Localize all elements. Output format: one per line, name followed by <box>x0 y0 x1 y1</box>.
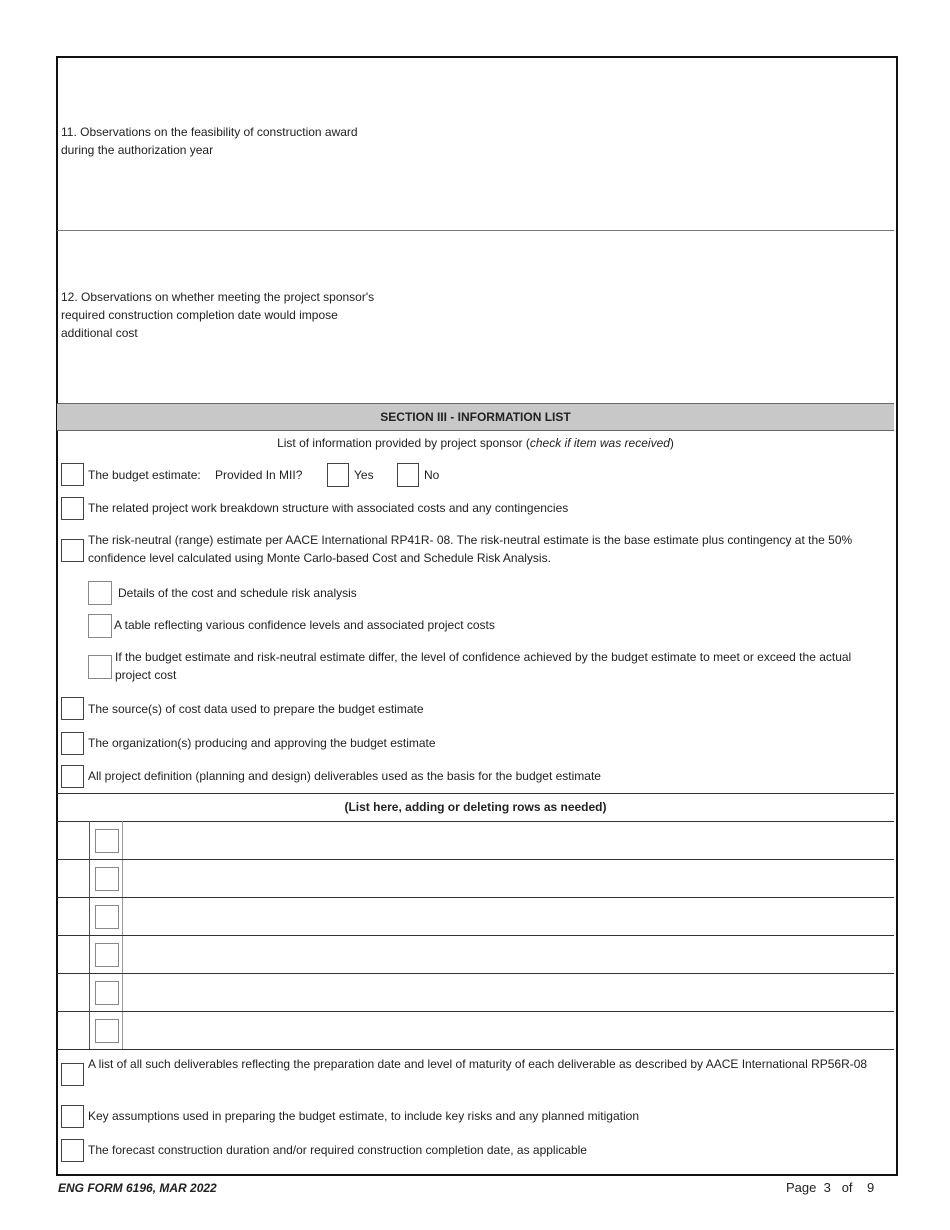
mii-no-label: No <box>424 468 440 482</box>
organizations-checkbox[interactable] <box>61 732 84 755</box>
mii-yes-label: Yes <box>354 468 374 482</box>
confidence-differ-checkbox[interactable] <box>88 655 112 679</box>
page-of: of <box>841 1180 853 1195</box>
list-row-entry[interactable] <box>123 1011 894 1049</box>
list-row-checkbox[interactable] <box>95 943 119 967</box>
page-indicator <box>786 1179 874 1197</box>
intro-text: List of information provided by project sponsor ( <box>277 436 530 450</box>
form-id: ENG FORM 6196, MAR 2022 <box>58 1181 217 1195</box>
budget-estimate-checkbox[interactable] <box>61 463 84 486</box>
organizations-label: The organization(s) producing and approving the budget estimate <box>88 736 436 750</box>
page-current: 3 <box>823 1180 831 1195</box>
divider <box>57 793 894 794</box>
divider <box>57 230 894 231</box>
list-row-entry[interactable] <box>123 935 894 973</box>
budget-estimate-label: The budget estimate: <box>88 468 201 482</box>
deliverables-checkbox[interactable] <box>61 765 84 788</box>
confidence-table-label: A table reflecting various confidence levels and associated project costs <box>114 618 495 632</box>
list-row-entry[interactable] <box>123 973 894 1011</box>
duration-checkbox[interactable] <box>61 1139 84 1162</box>
list-row-entry[interactable] <box>123 859 894 897</box>
deliverables-label: All project definition (planning and design) deliverables used as the basis for the budget estimate <box>88 769 601 783</box>
deliverables-list-checkbox[interactable] <box>61 1063 84 1086</box>
wbs-label: The related project work breakdown structure with associated costs and any contingencies <box>88 501 569 515</box>
intro-italic: check if item was received <box>529 436 670 450</box>
risk-neutral-checkbox[interactable] <box>61 539 84 562</box>
list-row-checkbox[interactable] <box>95 905 119 929</box>
mii-no-checkbox[interactable] <box>397 463 419 487</box>
list-row-checkbox[interactable] <box>95 981 119 1005</box>
risk-neutral-label: The risk-neutral (range) estimate per AACE International RP41R- 08. The risk-neutral estimate is the base estimate plus contingency at the 50% confidence level calculated using Monte Carlo-based Cost and Schedule Risk Analysis. <box>88 533 853 565</box>
list-row-checkbox[interactable] <box>95 867 119 891</box>
divider <box>57 1049 894 1050</box>
list-row-checkbox[interactable] <box>95 1019 119 1043</box>
cost-source-label: The source(s) of cost data used to prepare the budget estimate <box>88 702 424 716</box>
confidence-table-checkbox[interactable] <box>88 614 112 638</box>
risk-details-checkbox[interactable] <box>88 581 112 605</box>
cost-source-checkbox[interactable] <box>61 697 84 720</box>
item-11-label: 11. Observations on the feasibility of construction award during the authorization year <box>61 125 358 157</box>
page-label: Page <box>786 1180 817 1195</box>
list-header: (List here, adding or deleting rows as needed) <box>344 800 607 814</box>
assumptions-checkbox[interactable] <box>61 1105 84 1128</box>
mii-yes-checkbox[interactable] <box>327 463 349 487</box>
provided-in-mii-label: Provided In MII? <box>215 468 303 482</box>
list-row-entry[interactable] <box>123 821 894 859</box>
risk-details-label: Details of the cost and schedule risk analysis <box>118 586 357 600</box>
confidence-differ-label: If the budget estimate and risk-neutral estimate differ, the level of confidence achieved by the budget estimate to meet or exceed the actual project cost <box>115 650 852 682</box>
page-total: 9 <box>866 1180 875 1195</box>
deliverables-list-label: A list of all such deliverables reflecting the preparation date and level of maturity of each deliverable as described by AACE International RP56R-08 <box>88 1057 868 1071</box>
wbs-checkbox[interactable] <box>61 497 84 520</box>
item-12-label: 12. Observations on whether meeting the project sponsor's required construction completion date would impose additional cost <box>61 290 375 340</box>
assumptions-label: Key assumptions used in preparing the budget estimate, to include key risks and any planned mitigation <box>88 1109 639 1123</box>
duration-label: The forecast construction duration and/or required construction completion date, as applicable <box>88 1143 587 1157</box>
list-row-checkbox[interactable] <box>95 829 119 853</box>
section-3-intro <box>57 434 894 452</box>
section-3-header: SECTION III - INFORMATION LIST <box>57 403 894 431</box>
intro-close: ) <box>669 436 674 450</box>
list-row-entry[interactable] <box>123 897 894 935</box>
